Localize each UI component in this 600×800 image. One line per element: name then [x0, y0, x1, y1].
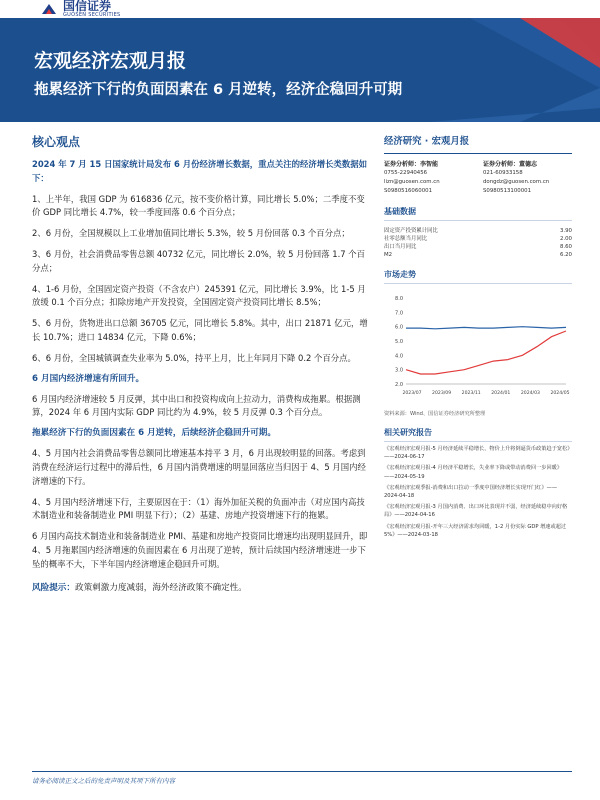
- logo-mark-icon: [40, 2, 58, 16]
- analyst-list: [384, 160, 572, 196]
- y-tick-label: 7.0: [395, 310, 403, 317]
- market-trend-chart: [384, 288, 572, 408]
- x-tick-label: 2023/11: [461, 391, 481, 396]
- y-tick-label: 3.0: [395, 367, 403, 374]
- logo-subtext: GUOSEN SECURITIES: [63, 12, 121, 18]
- footer-disclaimer: 请务必阅读正文之后的免责声明及其项下所有内容: [32, 771, 572, 785]
- x-tick-label: 2023/09: [432, 391, 452, 396]
- analyst-card: [483, 160, 572, 196]
- point-1: 1、上半年，我国 GDP 为 616836 亿元，按不变价格计算，同比增长 5.0%；二季度不变价 GDP 同比增长 4.7%，较一季度回落 0.6 个百分点；: [32, 193, 365, 218]
- analyst-role: 证券分析师：李智能: [384, 161, 439, 168]
- lead-paragraph: 2024 年 7 月 15 日国家统计局发布 6 月份经济增长数据，重点关注的经济增长类数据如下：: [32, 159, 368, 183]
- chart-source: 资料来源：Wind、国信证券经济研究所整理: [384, 411, 486, 417]
- trend-chart-svg: [384, 288, 572, 408]
- data-key: 出口当月同比: [384, 244, 417, 250]
- related-reports-title: 相关研究报告: [384, 427, 572, 442]
- analyst-email[interactable]: lizn@guosen.com.cn: [384, 179, 440, 185]
- related-report-item[interactable]: 《宏观经济宏观月报-开年三大经济需求均回暖，1-2 月份实际 GDP 增速或超过 5%》——2024-03-18: [384, 523, 567, 538]
- analyst-role: 证券分析师：董德志: [483, 161, 538, 168]
- data-value: 3.90: [559, 228, 572, 234]
- analyst-cert: S0980513100001: [483, 188, 532, 194]
- risk-label: 风险提示：: [32, 582, 75, 593]
- paragraph-3: 4、5 月国内经济增速下行，主要原因在于：（1）海外加征关税的负面冲击（对应国内高技术制造业和装备制造业 PMI 明显下行）；（2）基建、房地产投资增速下行的拖累。: [32, 496, 365, 521]
- y-tick-label: 4.0: [395, 353, 403, 360]
- data-key: 固定资产投资累计同比: [384, 228, 438, 234]
- data-value: 2.00: [559, 236, 572, 242]
- y-tick-label: 8.0: [395, 296, 403, 302]
- top-bar: [0, 0, 600, 18]
- series-line: [406, 331, 566, 374]
- point-4: 4、1-6 月份，全国固定资产投资（不含农户）245391 亿元，同比增长 3.9%，比 1-5 月放缓 0.1 个百分点；扣除房地产开发投资，全国固定资产投资同比增长 8.5%；: [32, 283, 366, 308]
- point-6: 6、6 月份，全国城镇调查失业率为 5.0%，持平上月，比上年同月下降 0.2 个百分点。: [32, 352, 356, 363]
- report-type: 宏观经济宏观月报: [34, 50, 187, 72]
- data-row: [384, 235, 572, 243]
- y-tick-label: 5.0: [395, 339, 403, 345]
- analyst-email[interactable]: dongdz@guosen.com.cn: [483, 179, 550, 185]
- related-report-item[interactable]: 《宏观经济宏观月报-4 月经济平稳增长，失业率下降或带动消费回一步回暖》——2024-05-19: [384, 465, 563, 480]
- basic-data-table: [384, 227, 572, 259]
- guosen-logo: [40, 0, 121, 18]
- report-title: 拖累经济下行的负面因素在 6 月逆转，经济企稳回升可期: [34, 82, 403, 98]
- point-3: 3、6 月份，社会消费品零售总额 40732 亿元，同比增长 2.0%，较 5 月份回落 1.7 个百分点；: [32, 248, 366, 273]
- subheading-1: 6 月国内经济增速有所回升。: [32, 373, 145, 384]
- data-row: [384, 227, 572, 235]
- related-report-item[interactable]: 《宏观经济宏观季报-消费和出口拉动一季度中国经济增长实现开门红》——2024-04-18: [384, 484, 558, 500]
- y-tick-label: 6.0: [395, 324, 403, 331]
- title-banner: [0, 18, 600, 122]
- market-trend-title: 市场走势: [384, 269, 572, 284]
- paragraph-4: 6 月国内高技术制造业和装备制造业 PMI、基建和房地产投资同比增速均出现明显回升，即 4、5 月拖累国内经济增速的负面因素在 6 月出现了逆转，预计后续国内经济增速进一步下坠的概率不大，下半年国内经济增速企稳回升可期。: [32, 531, 368, 569]
- data-key: M2: [384, 252, 393, 258]
- risk-warning: [32, 582, 368, 595]
- data-value: 8.60: [559, 244, 572, 250]
- analyst-phone: 021-60933158: [483, 170, 523, 176]
- paragraph-1: 6 月国内经济增速较 5 月反弹，其中出口和投资构成向上拉动力，消费构成拖累。根据测算，2024 年 6 月国内实际 GDP 同比约为 4.9%，较 5 月反弹 0.3 个百分点。: [32, 393, 361, 418]
- side-column: [384, 133, 572, 539]
- data-value: 6.20: [559, 252, 572, 258]
- point-5: 5、6 月份，货物进出口总额 36705 亿元，同比增长 5.8%。其中，出口 21871 亿元，增长 10.7%；进口 14834 亿元，下降 0.6%；: [32, 318, 368, 342]
- related-report-item[interactable]: 《宏观经济宏观月报-3 月国内消费、出口环比表现并不弱，经济延续稳中向好格局》——2024-04-16: [384, 504, 568, 519]
- core-views-title: 核心观点: [32, 135, 81, 149]
- logo-text: 国信证券: [63, 0, 112, 13]
- x-tick-label: 2024/05: [550, 391, 570, 396]
- basic-data-title: 基础数据: [384, 206, 572, 221]
- point-2: 2、6 月份，全国规模以上工业增加值同比增长 5.3%，较 5 月份回落 0.3 个百分点；: [32, 228, 350, 239]
- subheading-2: 拖累经济下行的负面因素在 6 月逆转，后续经济企稳回升可期。: [32, 428, 276, 439]
- x-tick-label: 2023/07: [402, 391, 422, 396]
- main-column: [32, 133, 368, 595]
- related-report-item[interactable]: 《宏观经济宏观月报-5 月经济延续平稳增长，物价上升将倒逼货币政策趋于宽松》——2024-06-17: [384, 446, 570, 461]
- data-key: 社零总额当月同比: [384, 236, 428, 242]
- side-header: 经济研究 · 宏观月报: [384, 133, 572, 154]
- series-line: [406, 327, 566, 329]
- paragraph-2: 4、5 月国内社会消费品零售总额同比增速基本持平 3 月，6 月出现较明显的回落。考虑到消费在经济运行过程中的滞后性，6 月国内消费增速的明显回落应当归因于 4、5 月国内经济增速的下行。: [32, 448, 366, 486]
- analyst-cert: S0980516060001: [384, 188, 433, 194]
- analyst-card: [384, 160, 473, 196]
- data-row: [384, 243, 572, 251]
- x-tick-label: 2024/03: [520, 391, 540, 396]
- data-row: [384, 251, 572, 259]
- analyst-phone: 0755-22940456: [384, 170, 428, 176]
- y-tick-label: 2.0: [395, 382, 403, 388]
- x-tick-label: 2024/01: [491, 391, 511, 396]
- risk-text: 政策刺激力度减弱，海外经济政策不确定性。: [74, 582, 247, 593]
